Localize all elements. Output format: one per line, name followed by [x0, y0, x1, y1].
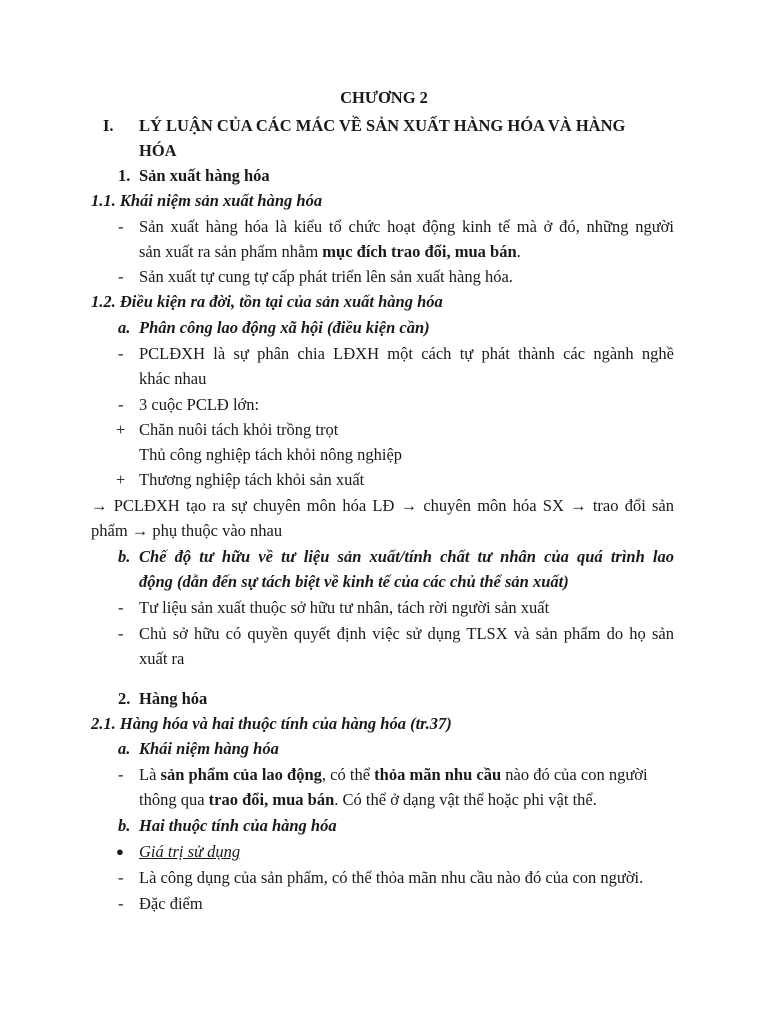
dash-marker: - [118, 894, 124, 913]
paragraph-line: Sản xuất tự cung tự cấp phát triển lên sản xuất hàng hóa. [139, 267, 513, 286]
section-numeral: I. [103, 116, 114, 135]
plus-marker: + [116, 420, 126, 439]
dash-marker: - [118, 217, 124, 236]
heading-1-1: 1.1. Khái niệm sản xuất hàng hóa [91, 191, 323, 210]
letter-marker: b. [118, 816, 131, 835]
letter-marker: b. [118, 547, 131, 566]
paragraph-line [139, 764, 648, 786]
text-run: Là [139, 765, 161, 784]
paragraph-line: khác nhau [139, 369, 207, 388]
dash-marker: - [118, 344, 124, 363]
bold-text: trao đổi, mua bán [208, 790, 335, 809]
bold-text: sản phẩm của lao động [160, 765, 322, 784]
paragraph-line: Chăn nuôi tách khỏi trồng trọt [139, 420, 339, 439]
subsection-title: Sản xuất hàng hóa [139, 166, 270, 185]
paragraph-line [139, 789, 597, 811]
dash-marker: - [118, 267, 124, 286]
text-run: sản xuất ra sản phẩm nhằm [139, 242, 323, 261]
text-run: , có thể [321, 765, 375, 784]
heading-2-1-b: Hai thuộc tính của hàng hóa [139, 816, 337, 835]
paragraph-line: Tư liệu sản xuất thuộc sở hữu tư nhân, tách rời người sản xuất [139, 598, 550, 617]
paragraph-line: xuất ra [139, 649, 185, 668]
bold-text: thỏa mãn nhu cầu [374, 765, 502, 784]
dash-marker: - [118, 765, 124, 784]
heading-2-1-a: Khái niệm hàng hóa [139, 739, 279, 758]
text-run: thông qua [139, 790, 209, 809]
subsection-number: 2. [118, 689, 131, 708]
paragraph-line: Là công dụng của sản phẩm, có thể thỏa mãn nhu cầu nào đó của con người. [139, 868, 644, 887]
section-title-line1: LÝ LUẬN CỦA CÁC MÁC VỀ SẢN XUẤT HÀNG HÓA VÀ HÀNG [139, 116, 626, 135]
dash-marker: - [118, 598, 124, 617]
paragraph-line: Thương nghiệp tách khỏi sản xuất [139, 470, 365, 489]
letter-marker: a. [118, 318, 131, 337]
arrow-paragraph-line: → PCLĐXH tạo ra sự chuyên môn hóa LĐ → chuyên môn hóa SX → trao đổi sản [91, 496, 674, 515]
plus-marker: + [116, 470, 126, 489]
heading-2-1: 2.1. Hàng hóa và hai thuộc tính của hàng hóa (tr.37) [91, 714, 452, 733]
paragraph-line: Thủ công nghiệp tách khỏi nông nghiệp [139, 445, 403, 464]
heading-1-2: 1.2. Điều kiện ra đời, tồn tại của sản xuất hàng hóa [91, 292, 443, 311]
text-run: . Có thể ở dạng vật thể hoặc phi vật thể. [334, 790, 597, 809]
paragraph-line [139, 241, 521, 263]
paragraph-line: PCLĐXH là sự phân chia LĐXH một cách tự phát thành các ngành nghề [139, 344, 674, 363]
bullet-icon: ● [116, 844, 124, 859]
bold-text: mục đích trao đổi, mua bán [322, 242, 517, 261]
heading-1-2-a: Phân công lao động xã hội (điều kiện cần) [139, 318, 430, 337]
paragraph-line: Đặc điểm [139, 894, 203, 913]
chapter-title: CHƯƠNG 2 [340, 88, 428, 107]
dash-marker: - [118, 624, 124, 643]
paragraph-line: 3 cuộc PCLĐ lớn: [139, 395, 260, 414]
underlined-term: Giá trị sử dụng [139, 842, 241, 861]
text-run: . [516, 242, 521, 261]
section-title-line2: HÓA [139, 141, 177, 160]
letter-marker: a. [118, 739, 131, 758]
arrow-paragraph-line: phẩm → phụ thuộc vào nhau [91, 521, 283, 540]
text-run: nào đó của con người [501, 765, 648, 784]
subsection-title: Hàng hóa [139, 689, 208, 708]
heading-1-2-b: Chế độ tư hữu về tư liệu sản xuất/tính chất tư nhân của quá trình lao [139, 547, 674, 566]
subsection-number: 1. [118, 166, 131, 185]
paragraph-line: Chủ sở hữu có quyền quyết định việc sử dụng TLSX và sản phẩm do họ sản [139, 624, 674, 643]
heading-1-2-b: động (dẫn đến sự tách biệt về kinh tế của các chủ thể sản xuất) [139, 572, 569, 591]
dash-marker: - [118, 868, 124, 887]
paragraph-line: Sản xuất hàng hóa là kiểu tổ chức hoạt động kinh tế mà ở đó, những người [139, 217, 674, 236]
dash-marker: - [118, 395, 124, 414]
